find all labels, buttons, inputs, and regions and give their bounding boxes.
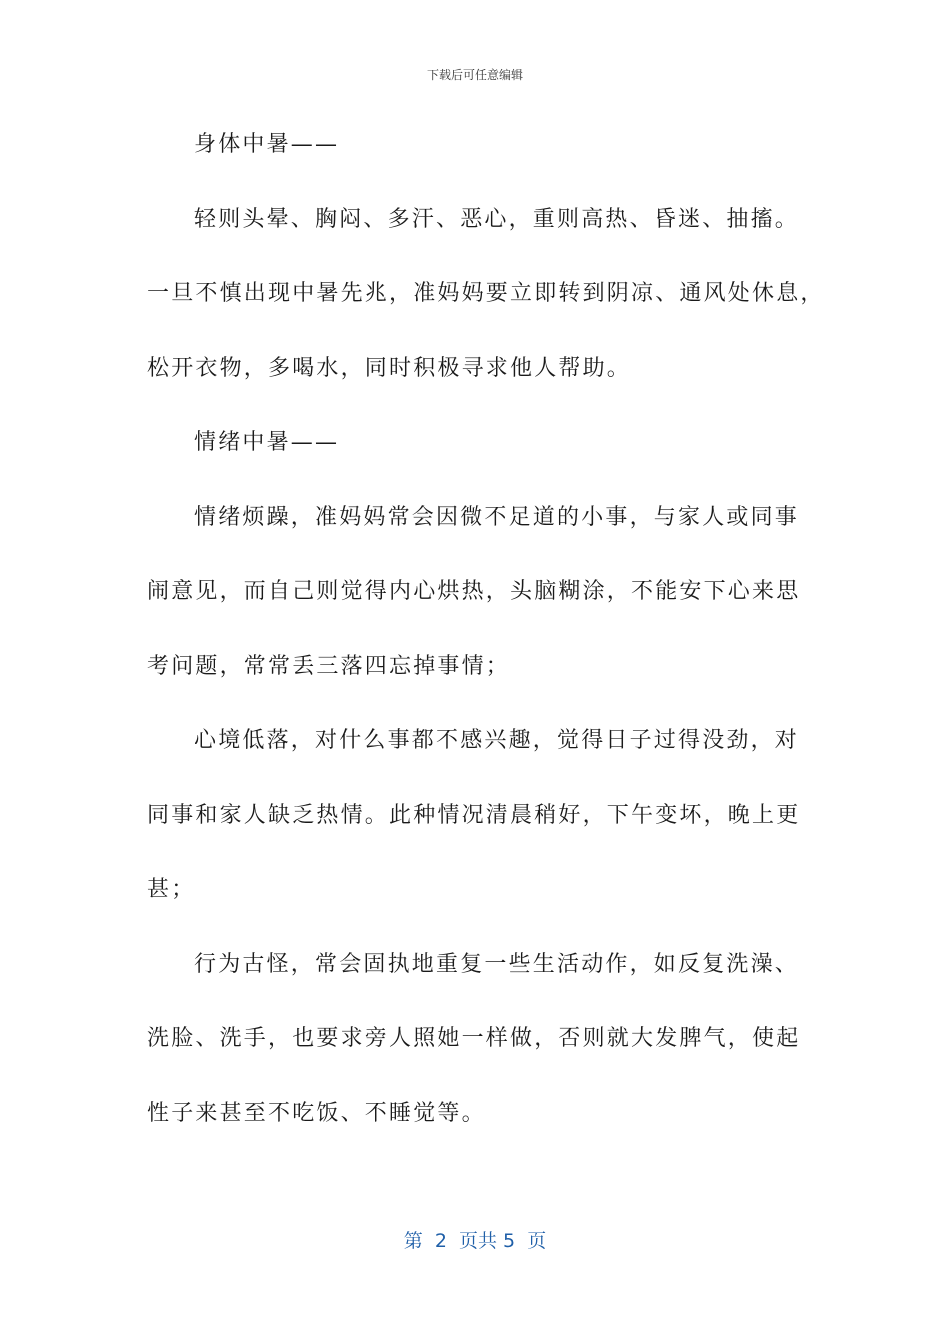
- paragraph-line: 情绪烦躁，准妈妈常会因微不足道的小事，与家人或同事: [194, 504, 800, 530]
- page-footer: 第 2 页共 5 页: [403, 1230, 547, 1252]
- paragraph-line: 考问题，常常丢三落四忘掉事情；: [147, 653, 511, 679]
- paragraph-line: 闹意见，而自己则觉得内心烘热，头脑糊涂，不能安下心来思: [147, 579, 801, 604]
- paragraph-line: 情绪中暑——: [194, 430, 340, 455]
- paragraph-line: 松开衣物，多喝水，同时积极寻求他人帮助。: [147, 355, 632, 381]
- paragraph-line: 性子来甚至不吃饭、不睡觉等。: [147, 1100, 486, 1126]
- paragraph-line: 行为古怪，常会固执地重复一些生活动作，如反复洗澡、: [194, 951, 800, 977]
- document-body: [147, 122, 825, 1165]
- paragraph-line: 甚；: [147, 877, 196, 902]
- paragraph-line: 一旦不慎出现中暑先兆，准妈妈要立即转到阴凉、通风处休息，: [147, 281, 825, 306]
- paragraph-line: 身体中暑——: [194, 132, 340, 157]
- paragraph-line: 轻则头晕、胸闷、多汗、恶心，重则高热、昏迷、抽搐。: [194, 206, 800, 232]
- paragraph-line: 心境低落，对什么事都不感兴趣，觉得日子过得没劲，对: [194, 728, 800, 753]
- paragraph-line: 同事和家人缺乏热情。此种情况清晨稍好，下午变坏，晚上更: [147, 802, 801, 828]
- paragraph-line: 洗脸、洗手，也要求旁人照她一样做，否则就大发脾气，使起: [147, 1026, 801, 1051]
- page-header: 下载后可任意编辑: [426, 68, 523, 82]
